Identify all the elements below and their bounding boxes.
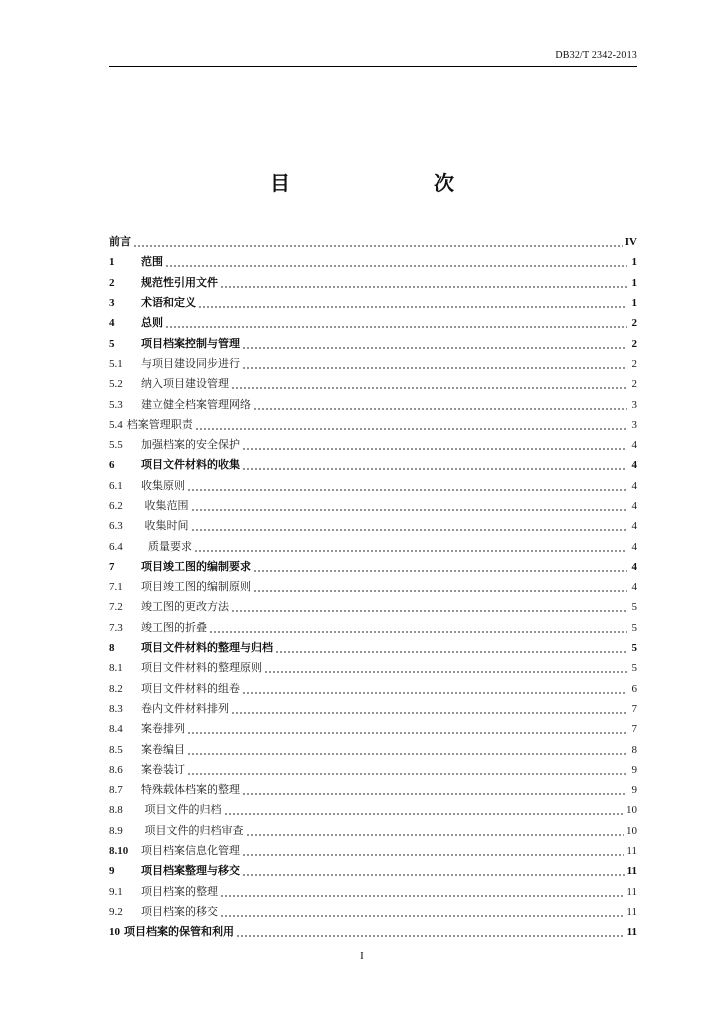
table-of-contents bbox=[109, 232, 637, 942]
toc-entry-page: 4 bbox=[631, 581, 637, 594]
toc-entry[interactable] bbox=[109, 577, 637, 597]
toc-entry[interactable] bbox=[109, 699, 637, 719]
toc-entry-number: 9 bbox=[109, 865, 115, 878]
dot-leader bbox=[264, 661, 627, 675]
toc-entry-number: 10 bbox=[109, 926, 120, 939]
toc-entry-number: 5.5 bbox=[109, 439, 123, 452]
toc-entry-title: 项目档案控制与管理 bbox=[141, 336, 240, 350]
toc-entry[interactable] bbox=[109, 333, 637, 353]
toc-title: 目 次 bbox=[270, 171, 516, 195]
toc-entry-page: 2 bbox=[631, 357, 637, 370]
toc-entry-number: 6.1 bbox=[109, 479, 123, 492]
toc-entry-title: 案卷编目 bbox=[141, 742, 185, 756]
toc-entry-number: 7.3 bbox=[109, 621, 123, 634]
dot-leader bbox=[187, 722, 627, 736]
toc-entry-page: 4 bbox=[631, 479, 637, 492]
toc-entry[interactable] bbox=[109, 618, 637, 638]
toc-entry[interactable] bbox=[109, 800, 637, 820]
toc-entry-number: 4 bbox=[109, 317, 115, 330]
dot-leader bbox=[195, 418, 627, 432]
dot-leader bbox=[275, 641, 627, 655]
toc-entry[interactable] bbox=[109, 455, 637, 475]
dot-leader bbox=[253, 560, 627, 574]
toc-entry-title: 规范性引用文件 bbox=[141, 275, 218, 289]
dot-leader bbox=[242, 783, 627, 797]
toc-entry-number: 5.2 bbox=[109, 378, 123, 391]
toc-entry-page: IV bbox=[624, 236, 637, 249]
toc-entry[interactable] bbox=[109, 273, 637, 293]
toc-entry[interactable] bbox=[109, 597, 637, 617]
toc-entry-page: 11 bbox=[626, 926, 637, 939]
toc-entry-number: 3 bbox=[109, 297, 115, 310]
toc-entry-title: 项目文件的归档 bbox=[141, 803, 222, 817]
toc-entry-number: 8.10 bbox=[109, 845, 129, 858]
toc-entry[interactable] bbox=[109, 902, 637, 922]
toc-entry-page: 4 bbox=[631, 560, 637, 573]
dot-leader bbox=[220, 905, 624, 919]
dot-leader bbox=[242, 438, 627, 452]
toc-entry-title: 质量要求 bbox=[141, 539, 192, 553]
toc-entry-page: 8 bbox=[631, 743, 637, 756]
dot-leader bbox=[224, 803, 625, 817]
toc-entry[interactable] bbox=[109, 394, 637, 414]
dot-leader bbox=[242, 844, 624, 858]
dot-leader bbox=[133, 235, 623, 249]
toc-entry-number: 7 bbox=[109, 560, 115, 573]
toc-entry-title: 收集范围 bbox=[141, 499, 189, 512]
toc-entry-number: 8.3 bbox=[109, 702, 123, 715]
toc-entry-title: 项目文件的归档审查 bbox=[141, 823, 244, 837]
toc-entry-title: 纳入项目建设管理 bbox=[141, 377, 229, 391]
toc-entry-title: 收集时间 bbox=[141, 519, 189, 533]
toc-entry[interactable] bbox=[109, 638, 637, 658]
toc-entry[interactable] bbox=[109, 760, 637, 780]
toc-entry-number: 5 bbox=[109, 337, 115, 350]
toc-entry-title: 项目档案整理与移交 bbox=[141, 864, 240, 878]
toc-entry-page: 2 bbox=[631, 378, 637, 391]
toc-entry[interactable] bbox=[109, 821, 637, 841]
toc-entry-number: 9.1 bbox=[109, 885, 123, 898]
toc-entry[interactable] bbox=[109, 536, 637, 556]
dot-leader bbox=[220, 885, 624, 899]
dot-leader bbox=[231, 377, 627, 391]
toc-entry-page: 2 bbox=[631, 317, 637, 330]
toc-entry-page: 4 bbox=[631, 540, 637, 553]
toc-entry-title: 项目档案的移交 bbox=[141, 904, 218, 918]
toc-entry-number: 9.2 bbox=[109, 905, 123, 918]
dot-leader bbox=[231, 600, 627, 614]
toc-entry-number: 8.1 bbox=[109, 662, 123, 675]
toc-entry[interactable] bbox=[109, 719, 637, 739]
dot-leader bbox=[220, 276, 627, 290]
toc-entry-number: 7.1 bbox=[109, 581, 123, 594]
toc-entry-number: 7.2 bbox=[109, 601, 123, 614]
toc-entry-page: 1 bbox=[631, 276, 637, 289]
toc-entry-title: 与项目建设同步进行 bbox=[141, 356, 240, 370]
dot-leader bbox=[246, 824, 625, 838]
toc-entry[interactable] bbox=[109, 780, 637, 800]
toc-entry-title: 项目竣工图的编制原则 bbox=[141, 580, 251, 594]
toc-entry-title: 总则 bbox=[141, 316, 163, 330]
toc-entry-title: 项目文件材料的整理原则 bbox=[141, 661, 262, 675]
toc-entry[interactable] bbox=[109, 841, 637, 861]
toc-entry-page: 11 bbox=[626, 845, 637, 858]
toc-entry-title: 前言 bbox=[109, 235, 131, 249]
toc-entry[interactable] bbox=[109, 922, 637, 942]
toc-entry-page: 4 bbox=[631, 500, 637, 512]
toc-entry[interactable] bbox=[109, 882, 637, 902]
toc-entry-number: 2 bbox=[109, 276, 115, 289]
toc-entry-title: 项目档案的保管和利用 bbox=[124, 925, 234, 939]
toc-entry-number: 8.8 bbox=[109, 804, 123, 817]
toc-entry-number: 1 bbox=[109, 256, 115, 269]
dot-leader bbox=[242, 864, 625, 878]
dot-leader bbox=[187, 743, 627, 757]
toc-entry[interactable] bbox=[109, 861, 637, 881]
toc-entry-number: 6.2 bbox=[109, 500, 123, 512]
toc-entry[interactable] bbox=[109, 354, 637, 374]
toc-entry-number: 8.2 bbox=[109, 682, 123, 695]
toc-entry-number: 8.9 bbox=[109, 824, 123, 837]
toc-entry-title: 项目文件材料的整理与归档 bbox=[141, 641, 273, 655]
toc-entry-title: 项目档案信息化管理 bbox=[141, 844, 240, 858]
dot-leader bbox=[194, 540, 627, 554]
toc-entry-number: 8.7 bbox=[109, 784, 123, 797]
toc-entry-number: 5.1 bbox=[109, 357, 123, 370]
toc-entry-page: 1 bbox=[631, 256, 637, 269]
page-header bbox=[109, 48, 637, 67]
toc-entry-number: 6.4 bbox=[109, 540, 123, 553]
toc-entry[interactable] bbox=[109, 374, 637, 394]
toc-entry-page: 7 bbox=[631, 702, 637, 715]
dot-leader bbox=[191, 519, 628, 533]
toc-entry-page: 9 bbox=[631, 763, 637, 776]
toc-entry-page: 9 bbox=[631, 784, 637, 797]
dot-leader bbox=[165, 255, 627, 269]
toc-entry-title: 档案管理职责 bbox=[126, 417, 193, 431]
toc-entry[interactable] bbox=[109, 516, 637, 536]
toc-entry-title: 案卷排列 bbox=[141, 722, 185, 736]
toc-entry-title: 收集原则 bbox=[141, 478, 185, 492]
toc-entry[interactable] bbox=[109, 252, 637, 272]
toc-entry-title: 术语和定义 bbox=[141, 296, 196, 310]
toc-entry-page: 5 bbox=[631, 621, 637, 634]
toc-entry-page: 3 bbox=[631, 398, 637, 411]
toc-entry-page: 2 bbox=[631, 337, 637, 350]
dot-leader bbox=[187, 763, 627, 777]
toc-entry-page: 6 bbox=[631, 682, 637, 695]
toc-entry-page: 10 bbox=[626, 824, 637, 837]
toc-entry[interactable] bbox=[109, 557, 637, 577]
toc-entry-page: 11 bbox=[626, 905, 637, 918]
toc-entry-number: 8.6 bbox=[109, 763, 123, 776]
toc-entry-number: 5.3 bbox=[109, 398, 123, 411]
page-number: I bbox=[360, 950, 364, 962]
toc-entry[interactable] bbox=[109, 415, 637, 435]
toc-entry[interactable] bbox=[109, 476, 637, 496]
toc-entry-title: 案卷装订 bbox=[141, 762, 185, 776]
toc-entry-page: 11 bbox=[626, 865, 637, 878]
toc-entry-page: 5 bbox=[631, 662, 637, 675]
toc-entry-title: 项目文件材料的收集 bbox=[141, 458, 240, 472]
toc-entry[interactable] bbox=[109, 435, 637, 455]
dot-leader bbox=[253, 580, 627, 594]
toc-entry-number: 8 bbox=[109, 642, 115, 655]
toc-entry-title: 竣工图的折叠 bbox=[141, 620, 207, 634]
toc-entry-number: 5.4 bbox=[109, 418, 123, 431]
toc-entry-page: 4 bbox=[631, 520, 637, 533]
dot-leader bbox=[236, 925, 625, 939]
dot-leader bbox=[242, 682, 627, 696]
toc-entry-number: 8.5 bbox=[109, 743, 123, 756]
toc-entry-page: 10 bbox=[626, 804, 637, 817]
dot-leader bbox=[242, 357, 627, 371]
toc-entry-title: 项目文件材料的组卷 bbox=[141, 681, 240, 695]
standard-code: DB32/T 2342-2013 bbox=[555, 50, 637, 61]
toc-entry-page: 3 bbox=[631, 418, 637, 431]
dot-leader bbox=[253, 398, 627, 412]
toc-entry[interactable] bbox=[109, 739, 637, 759]
toc-entry[interactable] bbox=[109, 313, 637, 333]
toc-entry-title: 范围 bbox=[141, 255, 163, 269]
toc-entry-title: 特殊载体档案的整理 bbox=[141, 783, 240, 797]
toc-entry-title: 项目竣工图的编制要求 bbox=[141, 559, 251, 573]
dot-leader bbox=[242, 458, 627, 472]
toc-entry-page: 4 bbox=[631, 439, 637, 452]
dot-leader bbox=[242, 337, 627, 351]
toc-entry-title: 建立健全档案管理网络 bbox=[141, 397, 251, 411]
toc-entry-number: 6 bbox=[109, 459, 115, 472]
toc-entry-page: 1 bbox=[631, 297, 637, 310]
toc-entry-number: 8.4 bbox=[109, 723, 123, 736]
toc-entry-page: 4 bbox=[631, 459, 637, 472]
toc-entry-page: 11 bbox=[626, 885, 637, 898]
toc-entry-number: 6.3 bbox=[109, 520, 123, 533]
dot-leader bbox=[198, 296, 627, 310]
dot-leader bbox=[191, 499, 628, 513]
dot-leader bbox=[165, 316, 627, 330]
dot-leader bbox=[187, 479, 627, 493]
toc-entry-page: 7 bbox=[631, 723, 637, 736]
toc-entry[interactable] bbox=[109, 496, 637, 516]
dot-leader bbox=[209, 621, 627, 635]
toc-entry[interactable] bbox=[109, 232, 637, 252]
toc-entry-title: 项目档案的整理 bbox=[141, 884, 218, 898]
toc-entry-title: 竣工图的更改方法 bbox=[141, 600, 229, 614]
toc-entry[interactable] bbox=[109, 658, 637, 678]
toc-entry[interactable] bbox=[109, 293, 637, 313]
toc-entry-title: 卷内文件材料排列 bbox=[141, 701, 229, 715]
toc-entry[interactable] bbox=[109, 679, 637, 699]
toc-entry-title: 加强档案的安全保护 bbox=[141, 438, 240, 452]
dot-leader bbox=[231, 702, 627, 716]
toc-entry-page: 5 bbox=[631, 642, 637, 655]
toc-entry-page: 5 bbox=[631, 601, 637, 614]
